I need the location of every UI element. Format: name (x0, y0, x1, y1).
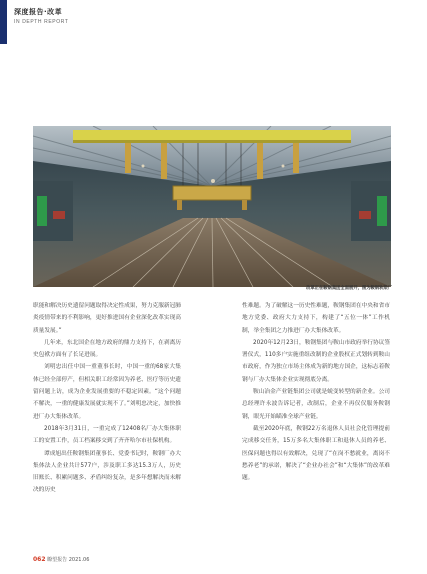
page-footer (33, 556, 89, 563)
paragraph: 几年来，东北国企在地方政府的鼎力支持下，在剥离历史包袱方面有了长足进展。 (33, 339, 181, 359)
steel-mill-photo (33, 126, 391, 287)
paragraph: 2018年3月31日，一重完成了12408名厂办大集体职工的安置工作，员工档案移交到了齐齐哈尔市社保机构。 (33, 425, 181, 445)
section-subtitle: IN DEPTH REPORT (14, 19, 69, 25)
right-column (242, 300, 390, 484)
magazine-name: 瞭望报告 2021.06 (47, 557, 90, 563)
left-column (33, 300, 181, 497)
photo-caption: 改革正在鞍钢集团全面展开，图为鞍钢轨梁厂 (306, 286, 392, 291)
paragraph: 职能和解决历史遗留问题取得决定性成果，努力克服新冠肺炎疫情带来的不利影响，更好推进国有企业深化改革实现高质量发展。” (33, 303, 181, 334)
paragraph: 截至2020年底，鞍钢22万名退休人员社会化管理提前完成移交任务，15万多名大集体职工和退休人员的养老、医保问题也得以有效解决，兑现了“在岗不愁就业，离岗不愁养老”的承诺，解决了“企业办社会”和“大集体”的改革难题。 (242, 425, 390, 482)
paragraph: 谭成旭出任鞍钢集团董事长、党委书记时，鞍钢厂办大集体法人企业共计577户，涉及职工多达15.3万人，历史旧账长、积累问题多、矛盾纠纷复杂，是多年想解决而未解决的历史 (33, 450, 181, 494)
page-header (0, 0, 427, 44)
header-color-bar (0, 0, 7, 44)
paragraph: 性难题。为了破解这一历史性难题，鞍钢集团在中央和省市地方党委、政府大力支持下，构建了“五位一体”工作机制，举全集团之力推进厂办大集体改革。 (242, 303, 390, 334)
paragraph: 刘明忠出任中国一重董事长时，中国一重的68家大集体已经全部停产，但相关职工经常因为养老、医疗等历史遗留问题上访，成为企业发展重要的不稳定因素。“这个问题不解决，一重的健康发展就实现不了。”刘明忠决定，加快推进厂办大集体改革。 (33, 364, 181, 420)
paragraph: 鞍山冶金产业链集团公司就是蜕变转型的新企业。公司总经理许永波告诉记者，改制后，企业不再仅仅服务鞍钢钢，眼光开始瞄准全球产业链。 (242, 389, 390, 420)
section-title: 深度报告·改革 (14, 8, 63, 16)
paragraph: 2020年12月23日，鞍钢集团与鞍山市政府举行协议签署仪式，110多户实施重组改制的企业股权正式划转到鞍山市政府，作为独立市场主体成为新的地方国企，这标志着鞍钢与厂办大集体企业实现彻底分离。 (242, 339, 391, 383)
page-number: 062 (33, 556, 46, 563)
